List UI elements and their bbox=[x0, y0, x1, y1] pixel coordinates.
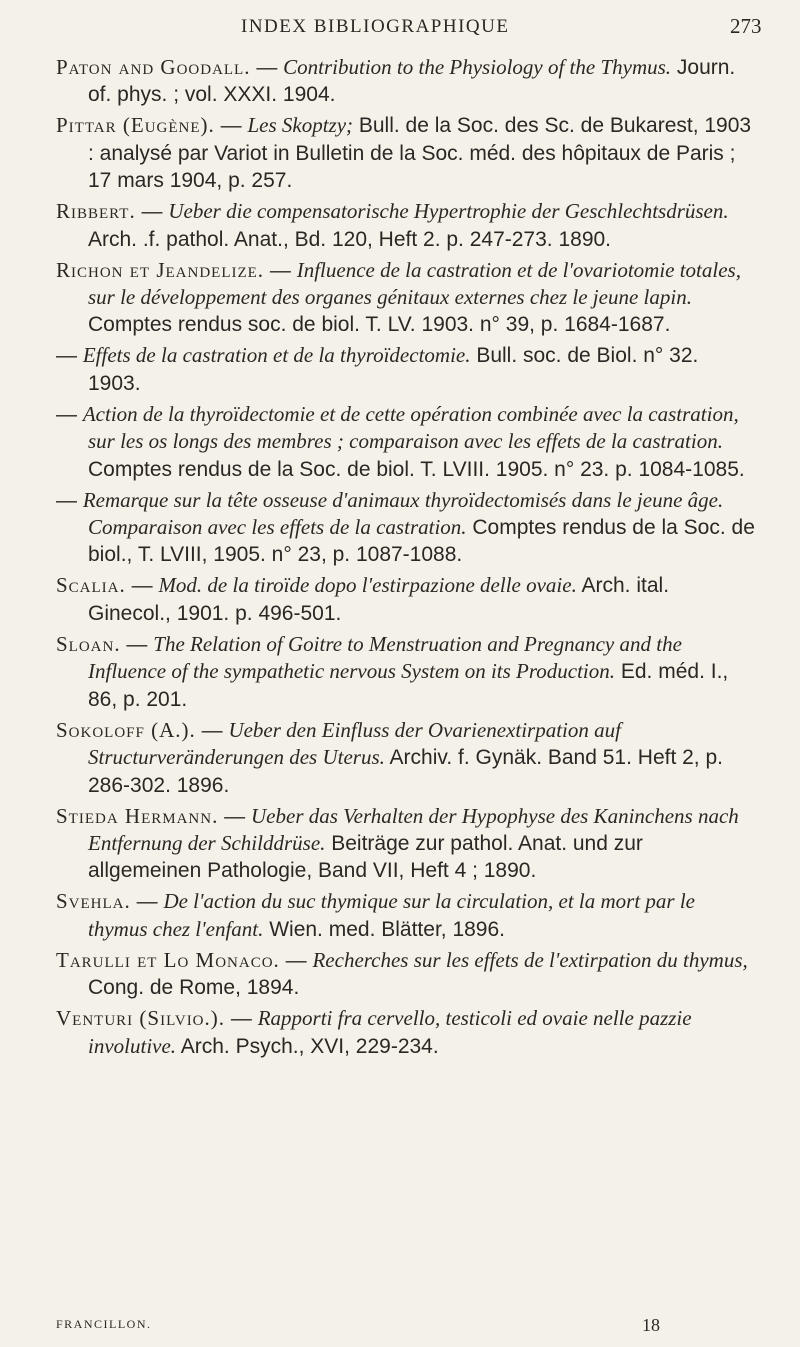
entry-publication: Arch. Psych., XVI, 229-234. bbox=[176, 1034, 439, 1058]
entry-title: Recherches sur les effets de l'extirpation du thymus, bbox=[312, 947, 748, 972]
entry-publication: Beiträge zur pathol. Anat. und zur allgemeinen Pathologie, Band VII, Heft 4 ; 1890. bbox=[88, 831, 643, 883]
entry-publication: Comptes rendus soc. de biol. T. LV. 1903. n° 39, p. 1684-1687. bbox=[88, 313, 671, 337]
entry-author: Ribbert. bbox=[56, 199, 136, 224]
entry-title: Ueber die compensatorische Hypertrophie der Geschlechtsdrüsen. bbox=[168, 199, 729, 224]
bibliography-entry bbox=[56, 631, 756, 713]
entry-author: Sokoloff (A.). bbox=[56, 717, 196, 742]
entry-author: Venturi (Silvio.). bbox=[56, 1006, 226, 1031]
entry-publication: Arch. .f. pathol. Anat., Bd. 120, Heft 2. p. 247-273. 1890. bbox=[88, 227, 612, 251]
entry-separator: — bbox=[56, 344, 83, 368]
entry-title: The Relation of Goitre to Menstruation and Pregnancy and the Influence of the sympathetic nervous System on its Production. bbox=[88, 631, 682, 684]
entry-title: Ueber das Verhalten der Hypophyse des Kaninchens nach Entfernung der Schilddrüse. bbox=[88, 803, 739, 855]
entry-separator: — bbox=[125, 574, 159, 598]
entry-separator: — bbox=[130, 890, 164, 914]
entry-title: Contribution to the Physiology of the Thymus. bbox=[283, 55, 672, 79]
bibliography-entry bbox=[56, 1005, 756, 1060]
entry-title: Ueber den Einfluss der Ovarienextirpation auf Structurveränderungen des Uterus. bbox=[88, 717, 621, 770]
entry-publication: Bull. de la Soc. des Sc. de Bukarest, 1903 : analysé par Variot in Bulletin de la Soc. méd. des hôpitaux de Paris ; 17 mars 1904, p. 257. bbox=[88, 114, 752, 193]
page-header bbox=[0, 16, 800, 46]
sheet-number: 18 bbox=[642, 1315, 660, 1335]
entry-title: Les Skoptzy; bbox=[247, 113, 354, 138]
entry-separator: — bbox=[264, 258, 297, 282]
entry-author: Paton and Goodall. bbox=[56, 55, 251, 79]
entry-separator: — bbox=[56, 488, 83, 512]
entry-publication: Wien. med. Blätter, 1896. bbox=[263, 917, 505, 941]
entry-publication: Cong. de Rome, 1894. bbox=[88, 976, 300, 1000]
entry-publication: Journ. of. phys. ; vol. XXXI. 1904. bbox=[88, 56, 736, 107]
page-footer bbox=[0, 1315, 800, 1339]
bibliography-entry bbox=[56, 198, 756, 253]
bibliography-entry bbox=[56, 112, 756, 194]
entry-separator: — bbox=[56, 402, 83, 426]
entry-publication: Comptes rendus de la Soc. de biol. T. LVIII. 1905. n° 23. p. 1084-1085. bbox=[88, 457, 745, 481]
running-title: INDEX BIBLIOGRAPHIQUE bbox=[241, 16, 510, 37]
entry-author: Tarulli et Lo Monaco. bbox=[56, 947, 280, 972]
entry-author: Richon et Jeandelize. bbox=[56, 257, 265, 282]
bibliography-entry bbox=[56, 717, 756, 799]
entry-author: Sloan. bbox=[56, 631, 121, 656]
entry-publication: Arch. ital. Ginecol., 1901. p. 496-501. bbox=[88, 574, 670, 625]
entry-author: Scalia. bbox=[56, 573, 126, 598]
page-number: 273 bbox=[730, 14, 762, 38]
bibliography-entry bbox=[56, 487, 756, 569]
bibliography-list bbox=[56, 54, 756, 1064]
entry-title: Rapporti fra cervello, testicoli ed ovaie nelle pazzie involutive. bbox=[88, 1006, 692, 1058]
printer-signature: FRANCILLON. bbox=[56, 1317, 152, 1331]
bibliography-entry bbox=[56, 572, 756, 627]
entry-title: Influence de la castration et de l'ovariotomie totales, sur le développement des organes génitaux externes chez le jeune lapin. bbox=[88, 257, 741, 310]
entry-title: Mod. de la tiroïde dopo l'estirpazione delle ovaie. bbox=[158, 573, 577, 598]
entry-author: Pittar (Eugène). bbox=[56, 113, 215, 138]
entry-publication: Comptes rendus de la Soc. de biol., T. LVIII, 1905. n° 23, p. 1087-1088. bbox=[88, 516, 755, 567]
entry-title: Effets de la castration et de la thyroïdectomie. bbox=[82, 343, 471, 368]
entry-publication: Ed. méd. I., 86, p. 201. bbox=[88, 660, 729, 711]
entry-publication: Bull. soc. de Biol. n° 32. 1903. bbox=[88, 344, 699, 395]
entry-publication: Archiv. f. Gynäk. Band 51. Heft 2, p. 286-302. 1896. bbox=[88, 746, 723, 797]
entry-separator: — bbox=[214, 114, 248, 138]
bibliography-entry bbox=[56, 947, 756, 1002]
bibliography-entry bbox=[56, 257, 756, 339]
entry-title: De l'action du suc thymique sur la circulation, et la mort par le thymus chez l'enfant. bbox=[88, 889, 695, 941]
entry-separator: — bbox=[279, 948, 313, 972]
bibliography-entry bbox=[56, 401, 756, 483]
entry-separator: — bbox=[250, 56, 284, 79]
entry-author: Svehla. bbox=[56, 889, 131, 914]
entry-title: Action de la thyroïdectomie et de cette opération combinée avec la castration, sur les os longs des membres ; comparaison avec les effets de la castration. bbox=[82, 401, 739, 454]
bibliography-entry bbox=[56, 803, 756, 885]
entry-separator: — bbox=[135, 200, 169, 224]
entry-author: Stieda Hermann. bbox=[56, 803, 219, 828]
entry-separator: — bbox=[195, 718, 229, 742]
bibliography-entry bbox=[56, 888, 756, 943]
entry-separator: — bbox=[120, 632, 154, 656]
entry-separator: — bbox=[218, 804, 252, 828]
entry-separator: — bbox=[225, 1007, 258, 1031]
bibliography-entry bbox=[56, 54, 756, 109]
bibliography-entry bbox=[56, 342, 756, 397]
entry-title: Remarque sur la tête osseuse d'animaux thyroïdectomisés dans le jeune âge. Comparaison avec les effets de la castration. bbox=[82, 487, 724, 540]
